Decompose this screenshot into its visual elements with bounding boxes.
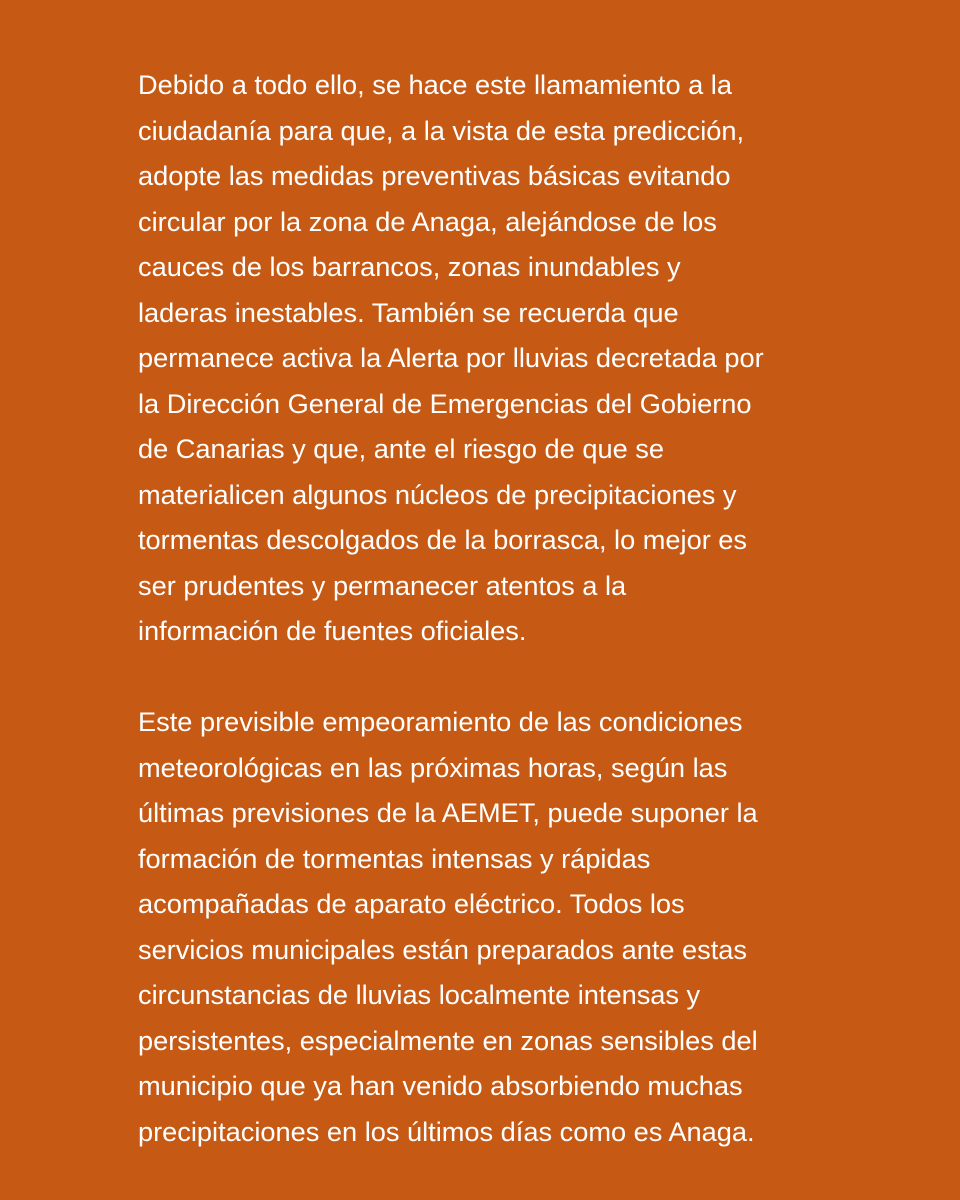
text-line: de Canarias y que, ante el riesgo de que se	[138, 433, 664, 464]
text-line: Debido a todo ello, se hace este llamamiento a la	[138, 69, 732, 100]
text-line: laderas inestables. También se recuerda que	[138, 296, 679, 328]
text-line: tormentas descolgados de la borrasca, lo mejor es	[138, 524, 748, 555]
text-line: adopte las medidas preventivas básicas evitando	[138, 160, 731, 191]
text-line: materialicen algunos núcleos de precipitaciones y	[138, 478, 737, 510]
paragraph-1	[138, 62, 838, 654]
text-line: acompañadas de aparato eléctrico. Todos los	[138, 888, 685, 919]
paragraph-spacer	[138, 654, 838, 700]
text-line: persistentes, especialmente en zonas sensibles del	[138, 1024, 758, 1056]
text-line: formación de tormentas intensas y rápidas	[138, 842, 651, 874]
text-line: permanece activa la Alerta por lluvias decretada por	[138, 342, 764, 373]
text-line: municipio que ya han venido absorbiendo muchas	[138, 1070, 743, 1101]
text-line: cauces de los barrancos, zonas inundables y	[138, 251, 681, 282]
text-line: circunstancias de lluvias localmente intensas y	[138, 979, 701, 1010]
text-line: precipitaciones en los últimos días como es Anaga.	[138, 1115, 755, 1147]
paragraph-2	[138, 699, 838, 1154]
text-line: ser prudentes y permanecer atentos a la	[138, 569, 627, 601]
text-line: la Dirección General de Emergencias del Gobierno	[138, 387, 752, 419]
text-line: circular por la zona de Anaga, alejándose de los	[138, 205, 717, 237]
text-line: información de fuentes oficiales.	[138, 615, 527, 646]
text-line: últimas previsiones de la AEMET, puede suponer la	[138, 797, 758, 828]
text-line: ciudadanía para que, a la vista de esta predicción,	[138, 114, 745, 146]
text-line: Este previsible empeoramiento de las condiciones	[138, 706, 743, 737]
text-line: servicios municipales están preparados ante estas	[138, 933, 748, 965]
text-block	[138, 62, 838, 1154]
text-line: meteorológicas en las próximas horas, según las	[138, 751, 728, 783]
